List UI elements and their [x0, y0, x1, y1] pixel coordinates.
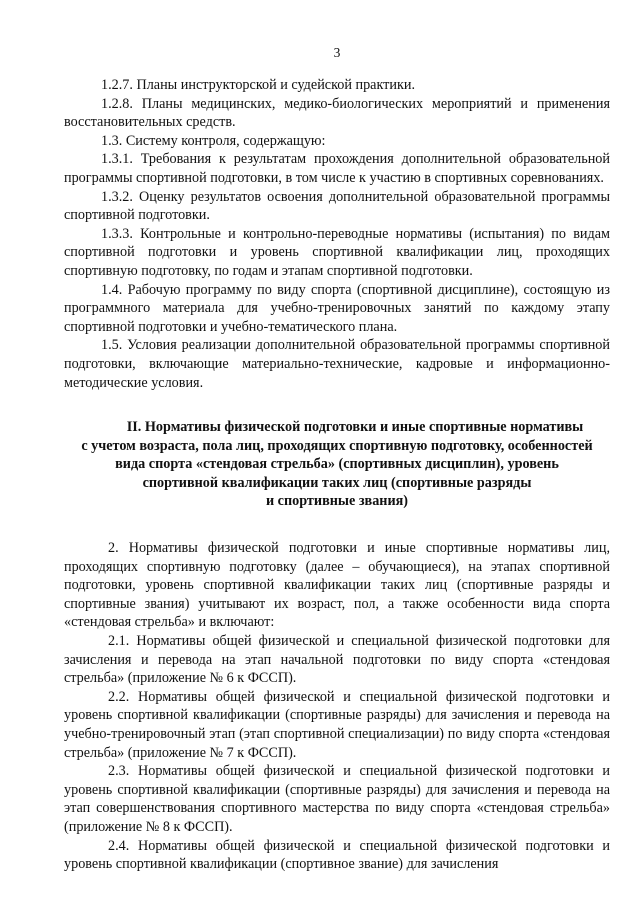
- page-number: 3: [333, 45, 341, 60]
- paragraph-p-1-5: 1.5. Условия реализации дополнительной образовательной программы спортивной подготовки, включающие материально-технические, кадровые и информационно-методические условия.: [64, 337, 610, 391]
- paragraphs-top: [64, 76, 610, 392]
- paragraph-p-1-3-2: 1.3.2. Оценку результатов освоения дополнительной образовательной программы спортивной подготовки.: [64, 188, 610, 224]
- section-heading-line: вида спорта «стендовая стрельба» (спортивных дисциплин), уровень: [115, 456, 559, 473]
- paragraph-p-1-2-7: 1.2.7. Планы инструкторской и судейской практики.: [101, 77, 415, 93]
- paragraph-p-2: 2. Нормативы физической подготовки и иные спортивные нормативы лиц, проходящих спортивную подготовку (далее – обучающиеся), на этапах спортивной подготовки, уровень спортивной квалификации таких лиц (спортивные разряды и спортивные звания) учитывают их возраст, пол, а также особенности вида спорта «стендовая стрельба» и включают:: [64, 540, 610, 631]
- section-heading-line: и спортивные звания): [265, 493, 409, 510]
- paragraph-p-2-1: 2.1. Нормативы общей физической и специальной физической подготовки для зачисления и перевода на этап начальной подготовки по виду спорта «стендовая стрельба» (приложение № 6 к ФССП).: [64, 633, 610, 687]
- section-heading-line: спортивной квалификации таких лиц (спортивные разряды: [142, 474, 532, 491]
- paragraph-p-1-3-3: 1.3.3. Контрольные и контрольно-переводные нормативы (испытания) по видам спортивной подготовки и уровень спортивной квалификации лиц, проходящих спортивную подготовку, по годам и этапам спортивной подготовки.: [64, 225, 610, 279]
- paragraph-p-1-3: 1.3. Систему контроля, содержащую:: [101, 132, 326, 149]
- paragraph-p-2-3: 2.3. Нормативы общей физической и специальной физической подготовки и уровень спортивной квалификации (спортивные разряды) для зачисления и перевода на этап совершенствования спортивного мастерства по виду спорта «стендовая стрельба» (приложение № 8 к ФССП).: [64, 763, 610, 835]
- section-heading-line: с учетом возраста, пола лиц, проходящих спортивную подготовку, особенностей: [81, 437, 593, 454]
- paragraphs-bottom: [64, 539, 610, 874]
- paragraph-p-2-2: 2.2. Нормативы общей физической и специальной физической подготовки и уровень спортивной квалификации (спортивные разряды) для зачисления и перевода на учебно-тренировочный этап (этап спортивной специализации) по виду спорта «стендовая стрельба» (приложение № 7 к ФССП).: [64, 688, 610, 761]
- paragraph-p-2-4: 2.4. Нормативы общей физической и специальной физической подготовки и уровень спортивной квалификации (спортивное звание) для зачисления: [64, 837, 610, 873]
- paragraph-p-1-4: 1.4. Рабочую программу по виду спорта (спортивной дисциплине), состоящую из программного материала для учебно-тренировочных занятий по каждому этапу спортивной подготовки и учебно-тематического плана.: [64, 281, 610, 335]
- section-heading: [64, 418, 610, 511]
- paragraph-p-1-3-1: 1.3.1. Требования к результатам прохождения дополнительной образовательной программы спортивной подготовки, в том числе к участию в спортивных соревнованиях.: [64, 151, 610, 186]
- section-heading-line: II. Нормативы физической подготовки и иные спортивные нормативы: [126, 419, 584, 436]
- paragraph-p-1-2-8: 1.2.8. Планы медицинских, медико-биологических мероприятий и применения восстановительных средств.: [64, 95, 610, 131]
